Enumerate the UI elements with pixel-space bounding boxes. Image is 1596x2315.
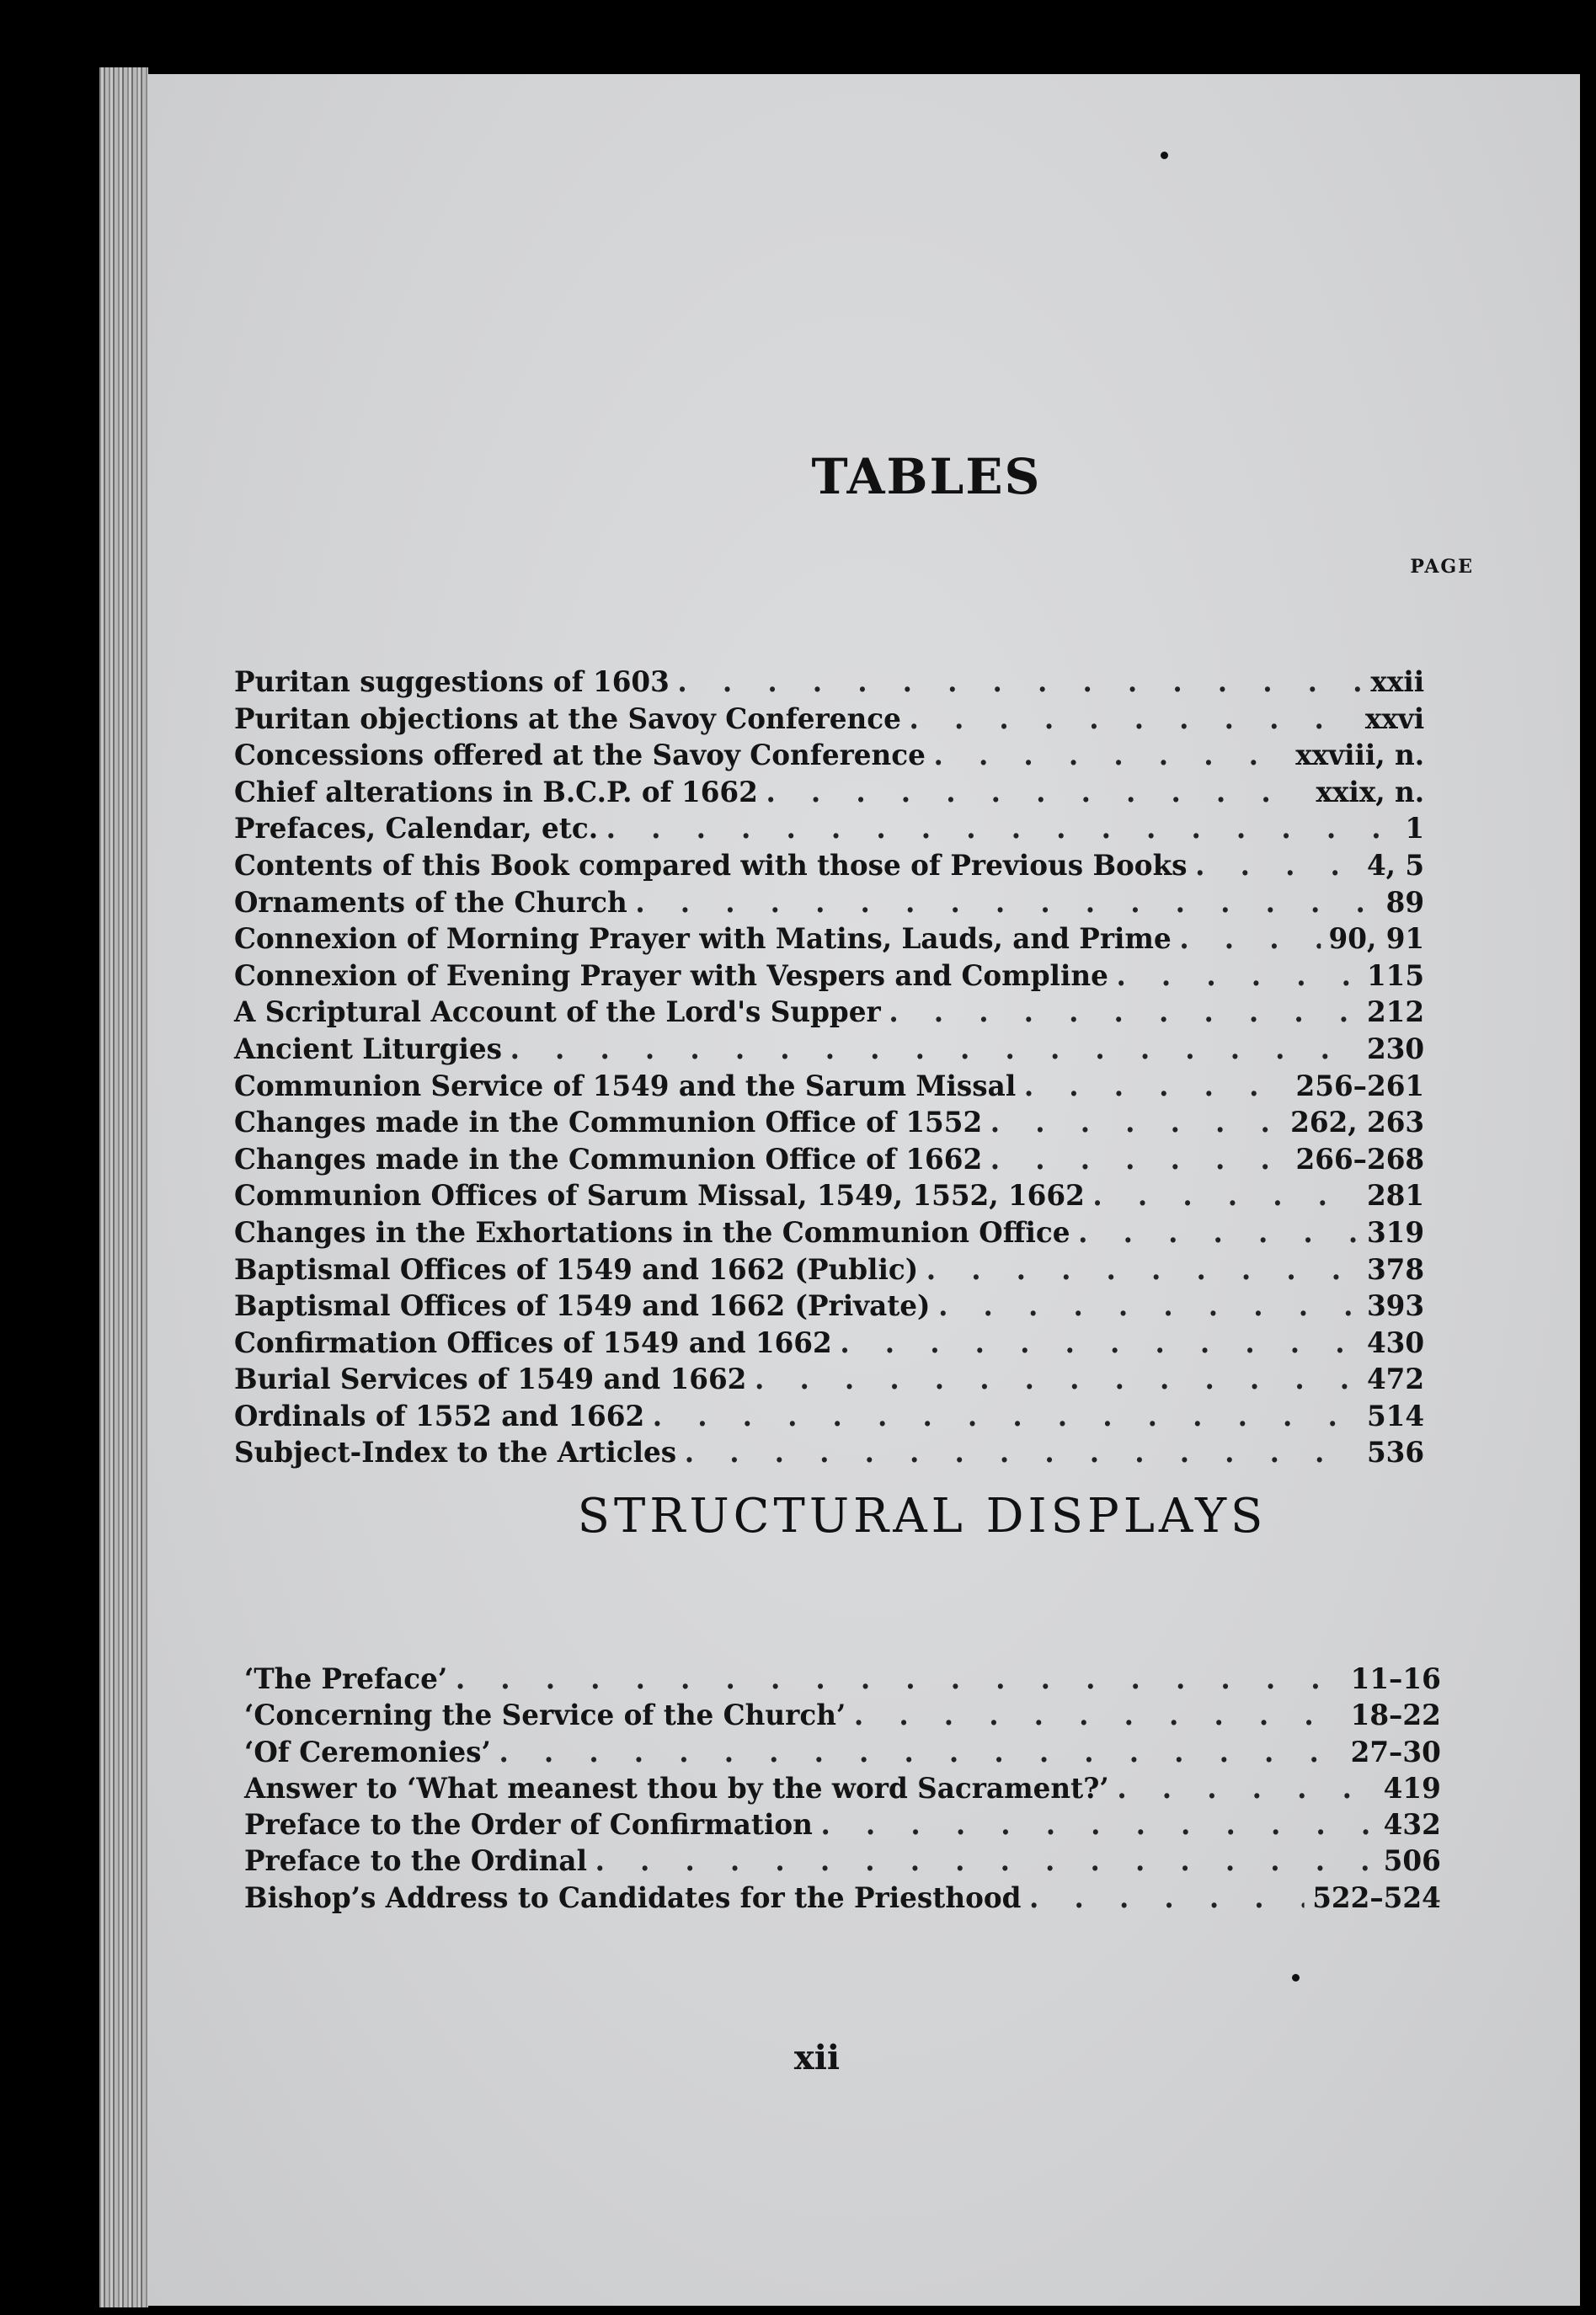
entry-page-number: 536 [1366, 1436, 1425, 1470]
entry-page-number: 1 [1405, 812, 1425, 846]
entry-page-number: 281 [1366, 1179, 1425, 1214]
dot-leader [854, 1699, 1342, 1732]
entry-title: Changes in the Exhortations in the Communion Office [234, 1215, 1070, 1250]
entry-page-number: 506 [1383, 1844, 1441, 1879]
entry-page-number: 378 [1366, 1252, 1425, 1287]
entry-title: Connexion of Evening Prayer with Vespers and Compline [234, 958, 1108, 993]
toc-entry [234, 959, 1424, 996]
entry-page-number: 262, 263 [1290, 1106, 1425, 1140]
entry-page-number: 522–524 [1312, 1880, 1441, 1915]
dot-leader [1029, 1881, 1305, 1915]
structural-displays-list [244, 1662, 1441, 1918]
entry-title: Ordinals of 1552 and 1662 [234, 1399, 645, 1433]
entry-title: Ornaments of the Church [234, 885, 627, 920]
entry-page-number: 393 [1366, 1289, 1425, 1324]
dot-leader [934, 739, 1288, 772]
entry-page-number: 212 [1366, 995, 1425, 1030]
dot-leader [1024, 1069, 1288, 1103]
entry-page-number: 11–16 [1350, 1662, 1441, 1696]
dot-leader [685, 1436, 1359, 1470]
dot-leader [889, 995, 1358, 1029]
dot-leader [1078, 1216, 1358, 1250]
entry-page-number: 514 [1366, 1399, 1425, 1433]
entry-title: Changes made in the Communion Office of 1552 [234, 1106, 983, 1140]
entry-page-number: 90, 91 [1328, 922, 1425, 957]
entry-title: Bishop’s Address to Candidates for the Priesthood [244, 1880, 1022, 1915]
entry-page-number: 89 [1385, 885, 1425, 920]
entry-page-number: xxvi [1364, 701, 1425, 736]
entry-title: Answer to ‘What meanest thou by the word Sacrament?’ [244, 1771, 1109, 1806]
ink-speck [1292, 1974, 1300, 1982]
entry-title: Ancient Liturgies [234, 1032, 502, 1066]
toc-entry [244, 1772, 1441, 1808]
entry-title: Puritan suggestions of 1603 [234, 665, 670, 699]
entry-title: Subject-Index to the Articles [234, 1436, 677, 1470]
toc-entry [234, 886, 1424, 923]
entry-page-number: 230 [1366, 1032, 1425, 1066]
dot-leader [456, 1662, 1342, 1696]
dot-leader [499, 1736, 1342, 1769]
entry-title: ‘Concerning the Service of the Church’ [244, 1699, 846, 1733]
toc-entry [234, 665, 1424, 702]
dot-leader [1117, 1772, 1375, 1806]
page-column-label: PAGE [1410, 556, 1474, 578]
dot-leader [820, 1808, 1375, 1842]
toc-entry [234, 1032, 1424, 1069]
dot-leader [1195, 849, 1358, 883]
toc-entry [234, 1179, 1424, 1216]
entry-title: Contents of this Book compared with those of Previous Books [234, 848, 1188, 883]
toc-entry [234, 812, 1424, 849]
entry-page-number: 430 [1366, 1326, 1425, 1360]
entry-title: Confirmation Offices of 1549 and 1662 [234, 1326, 832, 1360]
entry-title: Communion Offices of Sarum Missal, 1549, 1552, 1662 [234, 1179, 1085, 1214]
dot-leader [1116, 959, 1358, 993]
toc-entry [234, 995, 1424, 1032]
toc-entry [234, 1363, 1424, 1400]
entry-title: Burial Services of 1549 and 1662 [234, 1363, 747, 1397]
toc-entry [234, 702, 1424, 739]
book-spine-edge [99, 67, 148, 2307]
entry-title: Baptismal Offices of 1549 and 1662 (Private) [234, 1289, 931, 1324]
entry-page-number: 18–22 [1350, 1699, 1441, 1733]
toc-entry [234, 1106, 1424, 1143]
dot-leader [938, 1289, 1358, 1323]
entry-page-number: xxviii, n. [1295, 739, 1425, 773]
dot-leader [755, 1363, 1358, 1396]
toc-entry [234, 1069, 1424, 1107]
entry-page-number: 115 [1366, 958, 1425, 993]
entry-title: ‘The Preface’ [244, 1662, 448, 1696]
toc-entry [234, 739, 1424, 776]
entry-page-number: 256–261 [1295, 1069, 1425, 1103]
dot-leader [990, 1106, 1283, 1139]
dot-leader [606, 812, 1397, 845]
entry-page-number: xxix, n. [1316, 775, 1425, 809]
dot-leader [766, 776, 1307, 809]
entry-page-number: 266–268 [1295, 1142, 1425, 1176]
toc-entry [244, 1808, 1441, 1844]
toc-entry [234, 1326, 1424, 1363]
entry-page-number: 319 [1366, 1215, 1425, 1250]
toc-entry [234, 1436, 1424, 1473]
entry-page-number: 432 [1383, 1808, 1441, 1843]
page-number: xii [793, 2038, 841, 2078]
toc-entry [244, 1736, 1441, 1772]
dot-leader [653, 1400, 1359, 1433]
dot-leader [1092, 1179, 1358, 1213]
entry-title: Preface to the Ordinal [244, 1844, 587, 1879]
toc-entry [234, 776, 1424, 813]
toc-entry [234, 922, 1424, 959]
entry-title: Baptismal Offices of 1549 and 1662 (Public) [234, 1252, 919, 1287]
dot-leader [909, 702, 1357, 736]
entry-title: A Scriptural Account of the Lord's Supper [234, 995, 881, 1030]
entry-title: Puritan objections at the Savoy Conference [234, 701, 901, 736]
dot-leader [595, 1844, 1375, 1878]
structural-displays-heading: STRUCTURAL DISPLAYS [577, 1489, 1268, 1544]
dot-leader [926, 1253, 1359, 1287]
dot-leader [840, 1326, 1358, 1360]
entry-title: Changes made in the Communion Office of 1662 [234, 1142, 983, 1176]
tables-heading: TABLES [811, 448, 1042, 505]
toc-entry [234, 849, 1424, 886]
entry-title: ‘Of Ceremonies’ [244, 1735, 491, 1769]
entry-title: Concessions offered at the Savoy Conference [234, 739, 926, 773]
entry-title: Connexion of Morning Prayer with Matins, Lauds, and Prime [234, 922, 1172, 957]
ink-speck [1161, 152, 1168, 159]
entry-title: Communion Service of 1549 and the Sarum Missal [234, 1069, 1017, 1103]
toc-entry [234, 1400, 1424, 1437]
entry-title: Chief alterations in B.C.P. of 1662 [234, 775, 758, 809]
toc-entry [244, 1881, 1441, 1918]
dot-leader [990, 1143, 1288, 1176]
toc-entry [234, 1143, 1424, 1180]
toc-entry [244, 1699, 1441, 1735]
toc-entry [234, 1216, 1424, 1253]
toc-entry [234, 1289, 1424, 1326]
tables-list [234, 665, 1424, 1473]
entry-page-number: 4, 5 [1366, 848, 1425, 883]
toc-entry [244, 1662, 1441, 1699]
dot-leader [677, 665, 1362, 699]
dot-leader [1179, 922, 1321, 956]
entry-title: Prefaces, Calendar, etc. [234, 812, 599, 846]
entry-page-number: 472 [1366, 1363, 1425, 1397]
entry-page-number: 419 [1383, 1771, 1441, 1806]
toc-entry [234, 1253, 1424, 1290]
toc-entry [244, 1844, 1441, 1880]
dot-leader [510, 1032, 1359, 1066]
dot-leader [635, 886, 1378, 920]
entry-title: Preface to the Order of Confirmation [244, 1808, 813, 1843]
entry-page-number: 27–30 [1350, 1735, 1441, 1769]
entry-page-number: xxii [1370, 665, 1425, 699]
